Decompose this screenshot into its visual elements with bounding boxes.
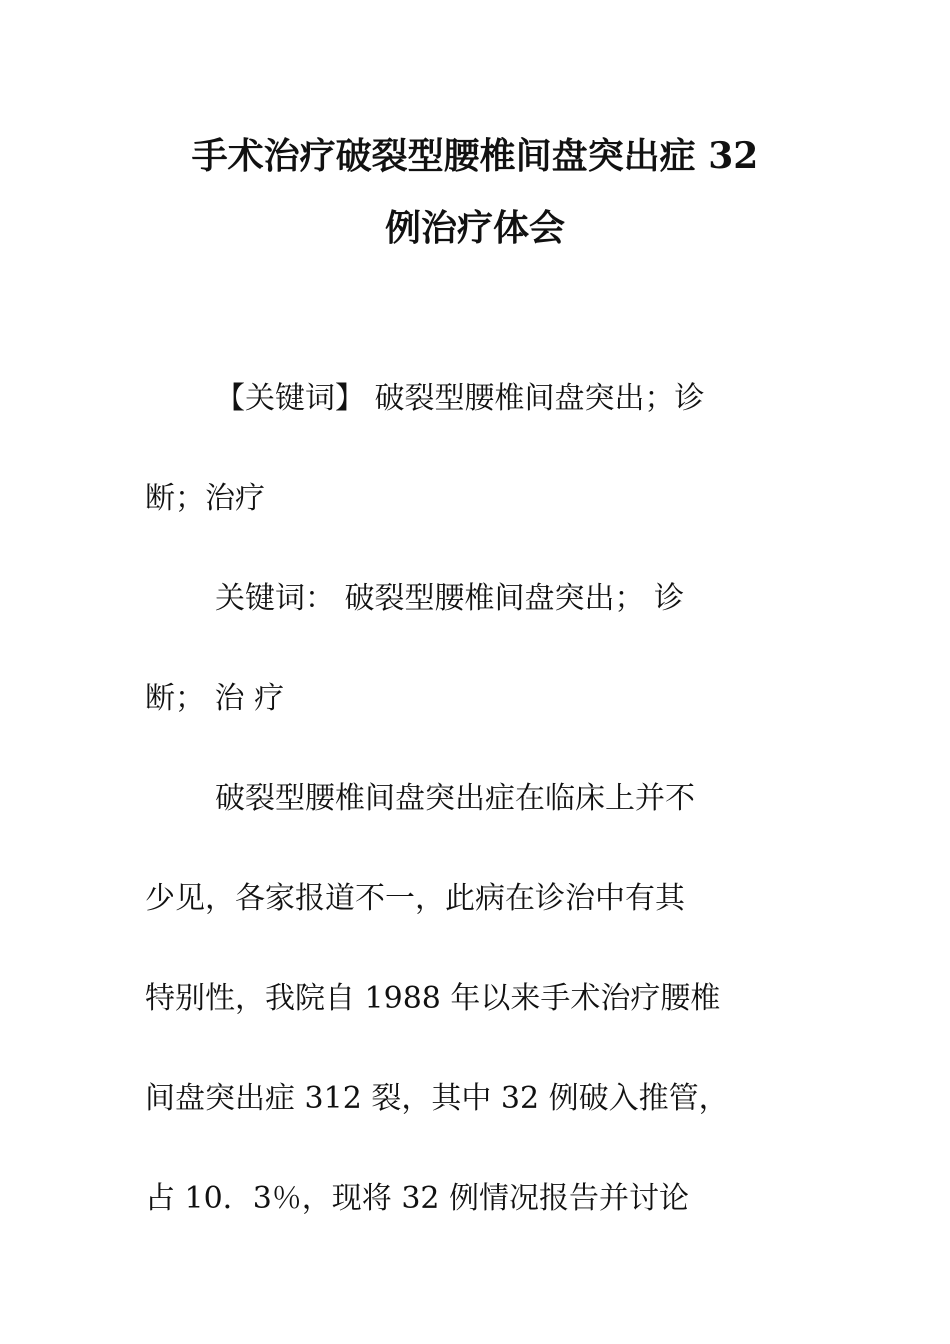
body-line-2: 少见，各家报道不一，此病在诊治中有其 [145,881,685,916]
body-line-3: 特别性，我院自 1988 年以来手术治疗腰椎 [145,981,721,1016]
keywords-colon-line-1: 关键词： 破裂型腰椎间盘突出； 诊 [215,581,685,616]
body-line-5: 占 10．3％，现将 32 例情况报告并讨论 [145,1181,690,1216]
body-line-1: 破裂型腰椎间盘突出症在临床上并不 [215,781,695,816]
keywords-bracket-line-1: 【关键词】 破裂型腰椎间盘突出；诊 [215,381,705,416]
document-title-line-2: 例治疗体会 [384,207,565,249]
keywords-colon-line-2: 断； 治 疗 [145,681,285,716]
body-line-4: 间盘突出症 312 裂，其中 32 例破入推管， [145,1081,729,1116]
keywords-bracket-line-2: 断；治疗 [145,481,265,516]
document-title-line-1: 手术治疗破裂型腰椎间盘突出症 32 [191,135,759,177]
